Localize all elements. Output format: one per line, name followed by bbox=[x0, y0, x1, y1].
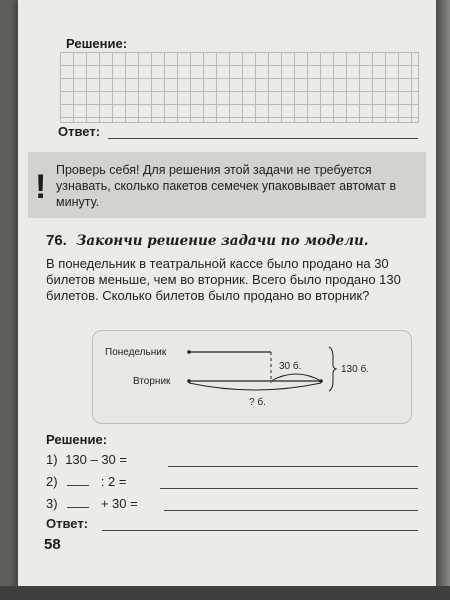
exclamation-icon: ! bbox=[35, 168, 47, 206]
step-3-number: 3) bbox=[46, 496, 58, 511]
top-solution-label: Решение: bbox=[66, 36, 128, 51]
solution-label: Решение: bbox=[46, 432, 108, 447]
table-edge bbox=[0, 586, 450, 600]
task-heading bbox=[46, 232, 369, 249]
task-text: В понедельник в театральной кассе было продано на 30 билетов меньше, чем во вторник. Всего было продано 130 билетов. Сколько билетов было продано во вторник? bbox=[46, 256, 401, 303]
page-number: 58 bbox=[44, 536, 61, 553]
step-3-answer-line[interactable] bbox=[164, 510, 418, 511]
model-diagram bbox=[92, 330, 412, 424]
answer-line[interactable] bbox=[102, 530, 418, 531]
step-1-answer-line[interactable] bbox=[168, 466, 418, 467]
top-answer-label: Ответ: bbox=[58, 124, 101, 139]
difference-arc bbox=[271, 374, 321, 381]
solution-grid bbox=[60, 52, 419, 123]
unknown-label: ? б. bbox=[249, 397, 266, 408]
step-2-number: 2) bbox=[46, 474, 58, 489]
step-2-expression: : 2 = bbox=[100, 474, 127, 489]
unknown-arc bbox=[189, 383, 321, 390]
step-2-first-blank[interactable] bbox=[67, 475, 89, 486]
step-3-expression: + 30 = bbox=[100, 496, 138, 511]
solution-step-2 bbox=[46, 474, 126, 489]
next-page-edge bbox=[436, 0, 450, 600]
step-3-first-blank[interactable] bbox=[67, 497, 89, 508]
step-1-number: 1) bbox=[46, 452, 58, 467]
solution-step-1 bbox=[46, 452, 127, 467]
task-number: 76. bbox=[46, 232, 67, 249]
difference-label: 30 б. bbox=[279, 361, 302, 372]
check-yourself-text: Проверь себя! Для решения этой задачи не требуется узнавать, сколько пакетов семечек упаковывает автомат в минуту. bbox=[56, 163, 397, 209]
total-label: 130 б. bbox=[341, 364, 369, 375]
step-2-answer-line[interactable] bbox=[160, 488, 418, 489]
task-title: Закончи решение задачи по модели. bbox=[76, 233, 369, 249]
model-svg bbox=[93, 331, 411, 423]
step-1-expression: 130 – 30 = bbox=[65, 452, 127, 467]
total-brace bbox=[329, 347, 336, 391]
solution-step-3 bbox=[46, 496, 138, 511]
top-answer-line bbox=[108, 138, 418, 139]
monday-label: Понедельник bbox=[105, 347, 167, 358]
tuesday-label: Вторник bbox=[133, 376, 171, 387]
answer-label: Ответ: bbox=[46, 516, 89, 531]
